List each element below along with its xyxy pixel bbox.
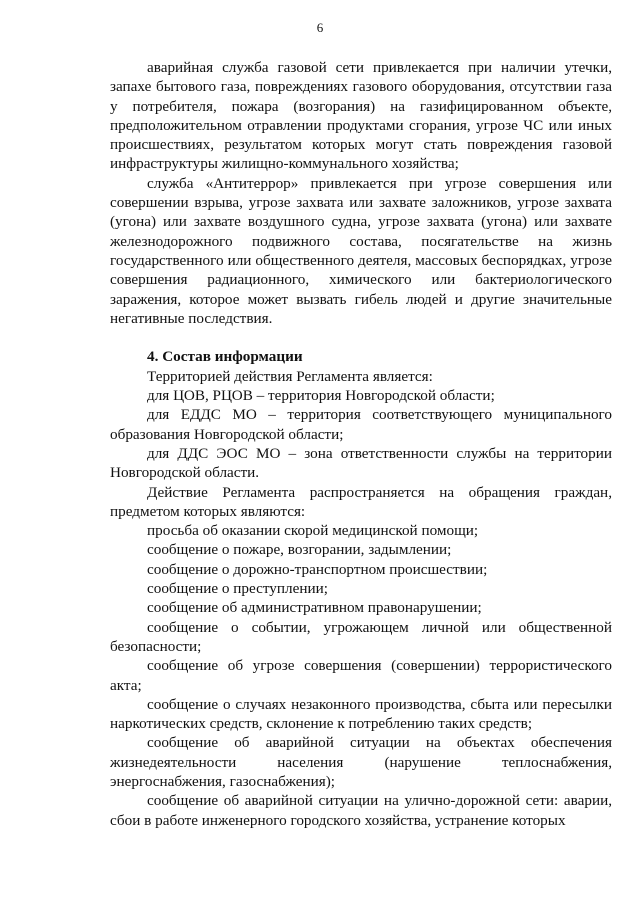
- list-item: сообщение о преступлении;: [147, 580, 328, 598]
- list-item: сообщение о пожаре, возгорании, задымлении;: [147, 541, 452, 559]
- list-item: сообщение об административном правонарушении;: [147, 599, 482, 617]
- paragraph-territory-edds: для ЕДДС МО – территория соответствующего муниципального образования Новгородской области;: [110, 406, 612, 443]
- list-item: сообщение об угрозе совершения (совершении) террористического акта;: [110, 657, 612, 694]
- paragraph-scope-intro: Действие Регламента распространяется на обращения граждан, предметом которых являются:: [110, 483, 612, 520]
- paragraph-gas-emergency-service: аварийная служба газовой сети привлекается при наличии утечки, запахе бытового газа, повреждениях газового оборудования, отсутствии газа у потребителя, пожара (возгорания) на газифицированном объекте, предположительном отравлении продуктами сгорания, угрозе ЧС или иных происшествиях, результатом которых могут стать повреждения газовой инфраструктуры жилищно-коммунального хозяйства;: [110, 59, 612, 173]
- page-number: 6: [316, 20, 324, 35]
- paragraph-antiterror-service: служба «Антитеррор» привлекается при угрозе совершения или совершении взрыва, угрозе захвата или захвате заложников, угрозе захвата (угона) или захвате воздушного судна, угрозе захвата (угона) или захвате железнодорожного подвижного состава, посягательстве на жизнь государственного или общественного деятеля, массовых беспорядках, угрозе совершения радиационного, химического или бактериологического заражения, которое может вызвать гибель людей и другие значительные негативные последствия.: [110, 174, 612, 327]
- paragraph-territory-intro: Территорией действия Регламента является:: [147, 367, 433, 385]
- paragraph-territory-tsov: для ЦОВ, РЦОВ – территория Новгородской области;: [147, 387, 495, 405]
- list-item: сообщение о дорожно-транспортном происшествии;: [147, 560, 488, 578]
- paragraph-territory-dds: для ДДС ЭОС МО – зона ответственности службы на территории Новгородской области.: [110, 444, 612, 482]
- list-item: сообщение о случаях незаконного производства, сбыта или пересылки наркотических средств, склонение к потреблению таких средств;: [110, 695, 612, 733]
- section-heading: 4. Состав информации: [147, 348, 303, 366]
- list-item: сообщение об аварийной ситуации на объектах обеспечения жизнедеятельности населения (нарушение теплоснабжения, энергоснабжения, газоснабжения);: [110, 734, 612, 790]
- document-body: [110, 58, 612, 830]
- list-item: сообщение об аварийной ситуации на улично-дорожной сети: аварии, сбои в работе инженерного городского хозяйства, устранение которых: [110, 792, 612, 829]
- list-item: сообщение о событии, угрожающем личной или общественной безопасности;: [110, 618, 612, 655]
- list-item: просьба об оказании скорой медицинской помощи;: [147, 522, 479, 540]
